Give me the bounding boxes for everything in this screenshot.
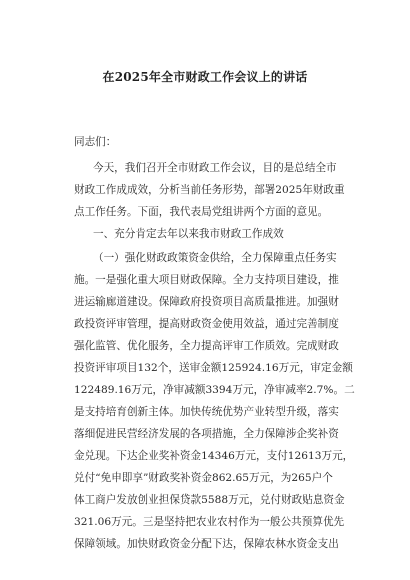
paragraph-line: 落细促进民营经济发展的各项措施，全力保障涉企奖补资 [74, 428, 339, 440]
paragraph-line: 321.06万元。三是坚持把农业农村作为一般公共预算优先 [74, 516, 345, 528]
paragraph-line: 政投资评审管理，提高财政资金使用效益，通过完善制度 [74, 318, 339, 330]
paragraph-line: 122489.16万元，净审减额3394万元，净审减率2.7%。二 [74, 384, 355, 396]
paragraph-line: 进运输廊道建设。保障政府投资项目高质量推进。加强财 [74, 296, 339, 308]
paragraph-line: 强化监管、优化服务，全力提高评审工作质效。完成财政 [74, 340, 339, 352]
page-title: 在2025年全市财政工作会议上的讲话 [102, 70, 308, 84]
paragraph-line: 保障领域。加快财政资金分配下达，保障农林水资金支出 [74, 538, 339, 550]
paragraph-line: 施。一是强化重大项目财政保障。全力支持项目建设，推 [74, 274, 339, 286]
paragraph-line: 是支持培育创新主体。加快传统优势产业转型升级，落实 [74, 406, 339, 418]
paragraph-line: 今天，我们召开全市财政工作会议，目的是总结全市 [93, 162, 337, 174]
section-heading: 一、充分肯定去年以来我市财政工作成效 [93, 228, 284, 240]
paragraph-line: 金兑现。下达企业奖补资金14346万元，支付12613万元， [74, 450, 354, 462]
paragraph-line: 投资评审项目132个，送审金额125924.16万元，审定金额 [74, 362, 353, 374]
paragraph-line: 兑付“免申即享”财政奖补资金862.65万元，为265户个 [74, 472, 333, 484]
paragraph-line: （一）强化财政政策资金供给，全力保障重点任务实 [93, 252, 337, 264]
paragraph-line: 点工作任务。下面，我代表局党组讲两个方面的意见。 [74, 206, 329, 218]
paragraph-line: 财政工作成成效，分析当前任务形势，部署2025年财政重 [74, 184, 345, 196]
paragraph-line: 体工商户发放创业担保贷款5588万元，兑付财政贴息资金 [74, 494, 345, 506]
salutation: 同志们： [74, 136, 117, 148]
